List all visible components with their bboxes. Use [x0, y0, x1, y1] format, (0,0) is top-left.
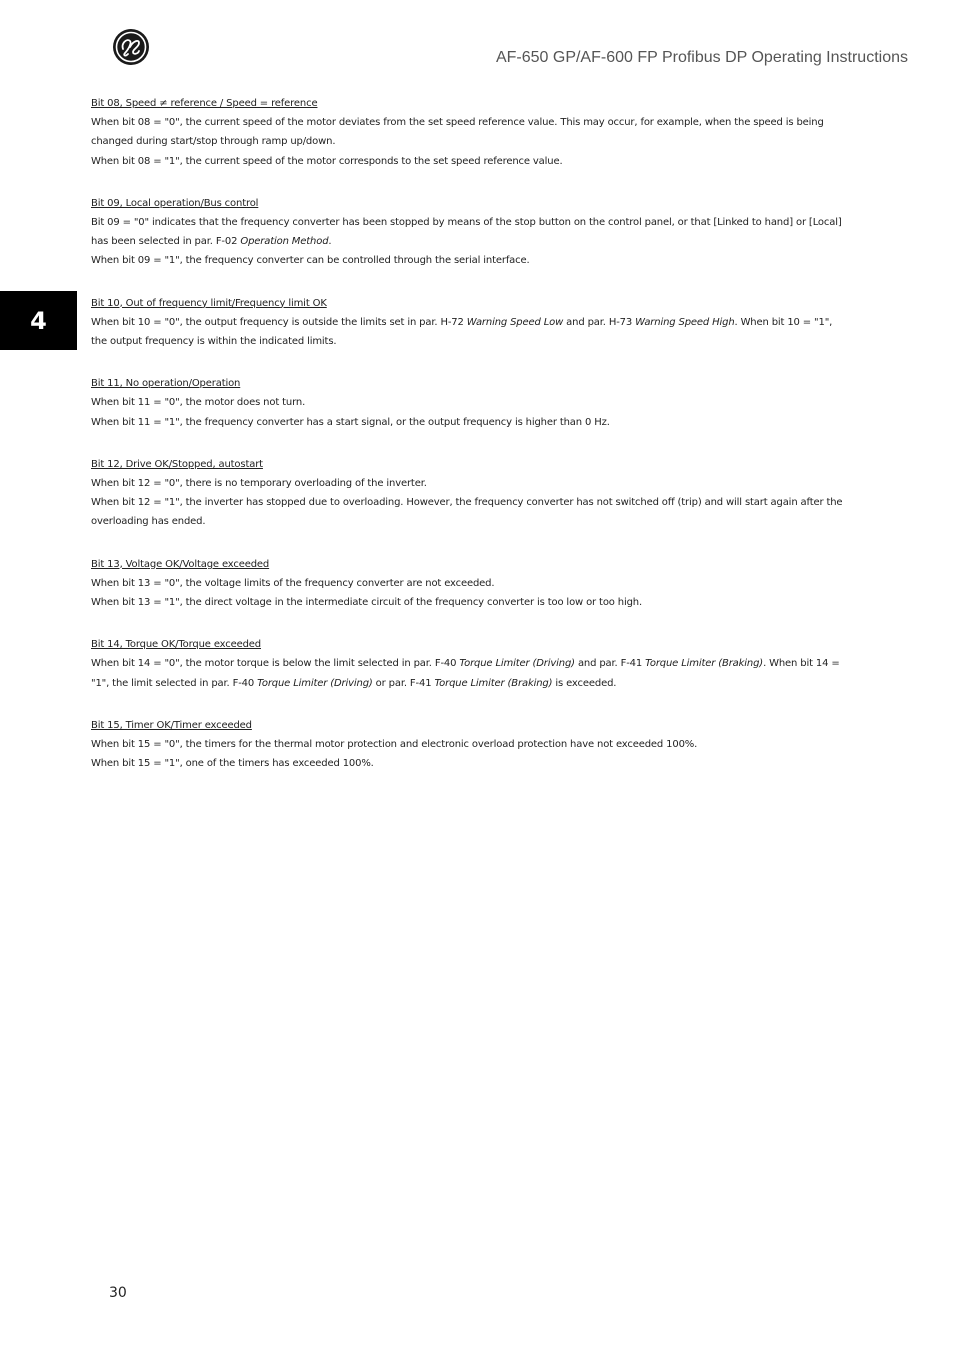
- text-run: When bit 15 = "0", the timers for the thermal motor protection and electronic overload protection have not exceeded 100%.: [91, 739, 698, 751]
- paragraph: [91, 393, 843, 412]
- section-title: Bit 14, Torque OK/Torque exceeded: [91, 639, 261, 651]
- paragraph: [91, 113, 843, 151]
- section-title: Bit 15, Timer OK/Timer exceeded: [91, 719, 252, 731]
- paragraph: [91, 574, 843, 593]
- paragraph: [91, 251, 843, 270]
- text-run: . When bit 10 = "1", the output frequency is within the indicated limits.: [91, 316, 833, 348]
- text-run: When bit 12 = "1", the inverter has stopped due to overloading. However, the frequency converter has not switched off (trip) and will start again after the overloading has ended.: [91, 497, 843, 528]
- text-run: When bit 09 = "1", the frequency converter can be controlled through the serial interface.: [91, 255, 530, 267]
- section: [91, 716, 843, 774]
- text-run: Bit 09 = "0" indicates that the frequency converter has been stopped by means of the stop button on the control panel, or that [Linked to hand] or [Local] has been selected in par. F-02: [91, 217, 842, 248]
- paragraph: [91, 593, 843, 612]
- italic-text: Torque Limiter (Braking): [645, 658, 764, 670]
- text-run: When bit 14 = "0", the motor torque is below the limit selected in par. F-40: [91, 658, 460, 670]
- section-title: Bit 12, Drive OK/Stopped, autostart: [91, 458, 263, 470]
- italic-text: Torque Limiter (Driving): [459, 658, 575, 670]
- text-run: When bit 15 = "1", one of the timers has exceeded 100%.: [91, 758, 374, 770]
- section: [91, 294, 843, 352]
- italic-text: Torque Limiter (Driving): [257, 677, 373, 689]
- page-number: 30: [109, 1285, 127, 1301]
- italic-text: Warning Speed Low: [466, 316, 564, 328]
- section: [91, 635, 843, 693]
- chapter-number: 4: [30, 306, 47, 335]
- italic-text: Torque Limiter (Braking): [434, 677, 553, 689]
- text-run: When bit 13 = "1", the direct voltage in the intermediate circuit of the frequency converter is too low or too high.: [91, 597, 643, 609]
- ge-logo-icon: [112, 28, 150, 66]
- section: [91, 194, 843, 271]
- text-run: or par. F-41: [372, 677, 435, 689]
- paragraph: [91, 654, 843, 692]
- section-title: Bit 13, Voltage OK/Voltage exceeded: [91, 558, 270, 570]
- section: [91, 374, 843, 432]
- paragraph: [91, 493, 843, 531]
- section: [91, 94, 843, 171]
- document-body: [91, 94, 843, 796]
- paragraph: [91, 213, 843, 251]
- section-title: Bit 09, Local operation/Bus control: [91, 197, 259, 209]
- section: [91, 455, 843, 532]
- text-run: When bit 11 = "1", the frequency converter has a start signal, or the output frequency is higher than 0 Hz.: [91, 416, 610, 428]
- chapter-tab: [0, 291, 77, 350]
- italic-text: Operation Method: [240, 236, 329, 248]
- section-title: Bit 10, Out of frequency limit/Frequency limit OK: [91, 297, 327, 309]
- text-run: .: [328, 236, 332, 248]
- section-title: Bit 11, No operation/Operation: [91, 378, 241, 390]
- text-run: and par. H-73: [563, 316, 636, 328]
- paragraph: [91, 313, 843, 351]
- section: [91, 555, 843, 613]
- text-run: . When bit 14 = "1", the limit selected in par. F-40: [91, 658, 840, 689]
- text-run: When bit 10 = "0", the output frequency is outside the limits set in par. H-72: [91, 316, 467, 328]
- text-run: and par. F-41: [574, 658, 646, 670]
- text-run: When bit 13 = "0", the voltage limits of the frequency converter are not exceeded.: [91, 577, 495, 589]
- paragraph: [91, 413, 843, 432]
- paragraph: [91, 754, 843, 773]
- paragraph: [91, 474, 843, 493]
- paragraph: [91, 152, 843, 171]
- text-run: When bit 12 = "0", there is no temporary overloading of the inverter.: [91, 478, 427, 490]
- text-run: When bit 08 = "1", the current speed of the motor corresponds to the set speed reference value.: [91, 155, 563, 167]
- paragraph: [91, 735, 843, 754]
- text-run: is exceeded.: [552, 677, 617, 689]
- document-title: AF-650 GP/AF-600 FP Profibus DP Operating Instructions: [495, 49, 908, 66]
- section-title: Bit 08, Speed ≠ reference / Speed = reference: [91, 98, 318, 109]
- text-run: When bit 08 = "0", the current speed of the motor deviates from the set speed reference value. This may occur, for example, when the speed is being changed during start/stop through ramp up/down.: [91, 117, 824, 148]
- italic-text: Warning Speed High: [635, 316, 735, 328]
- text-run: When bit 11 = "0", the motor does not turn.: [91, 397, 306, 409]
